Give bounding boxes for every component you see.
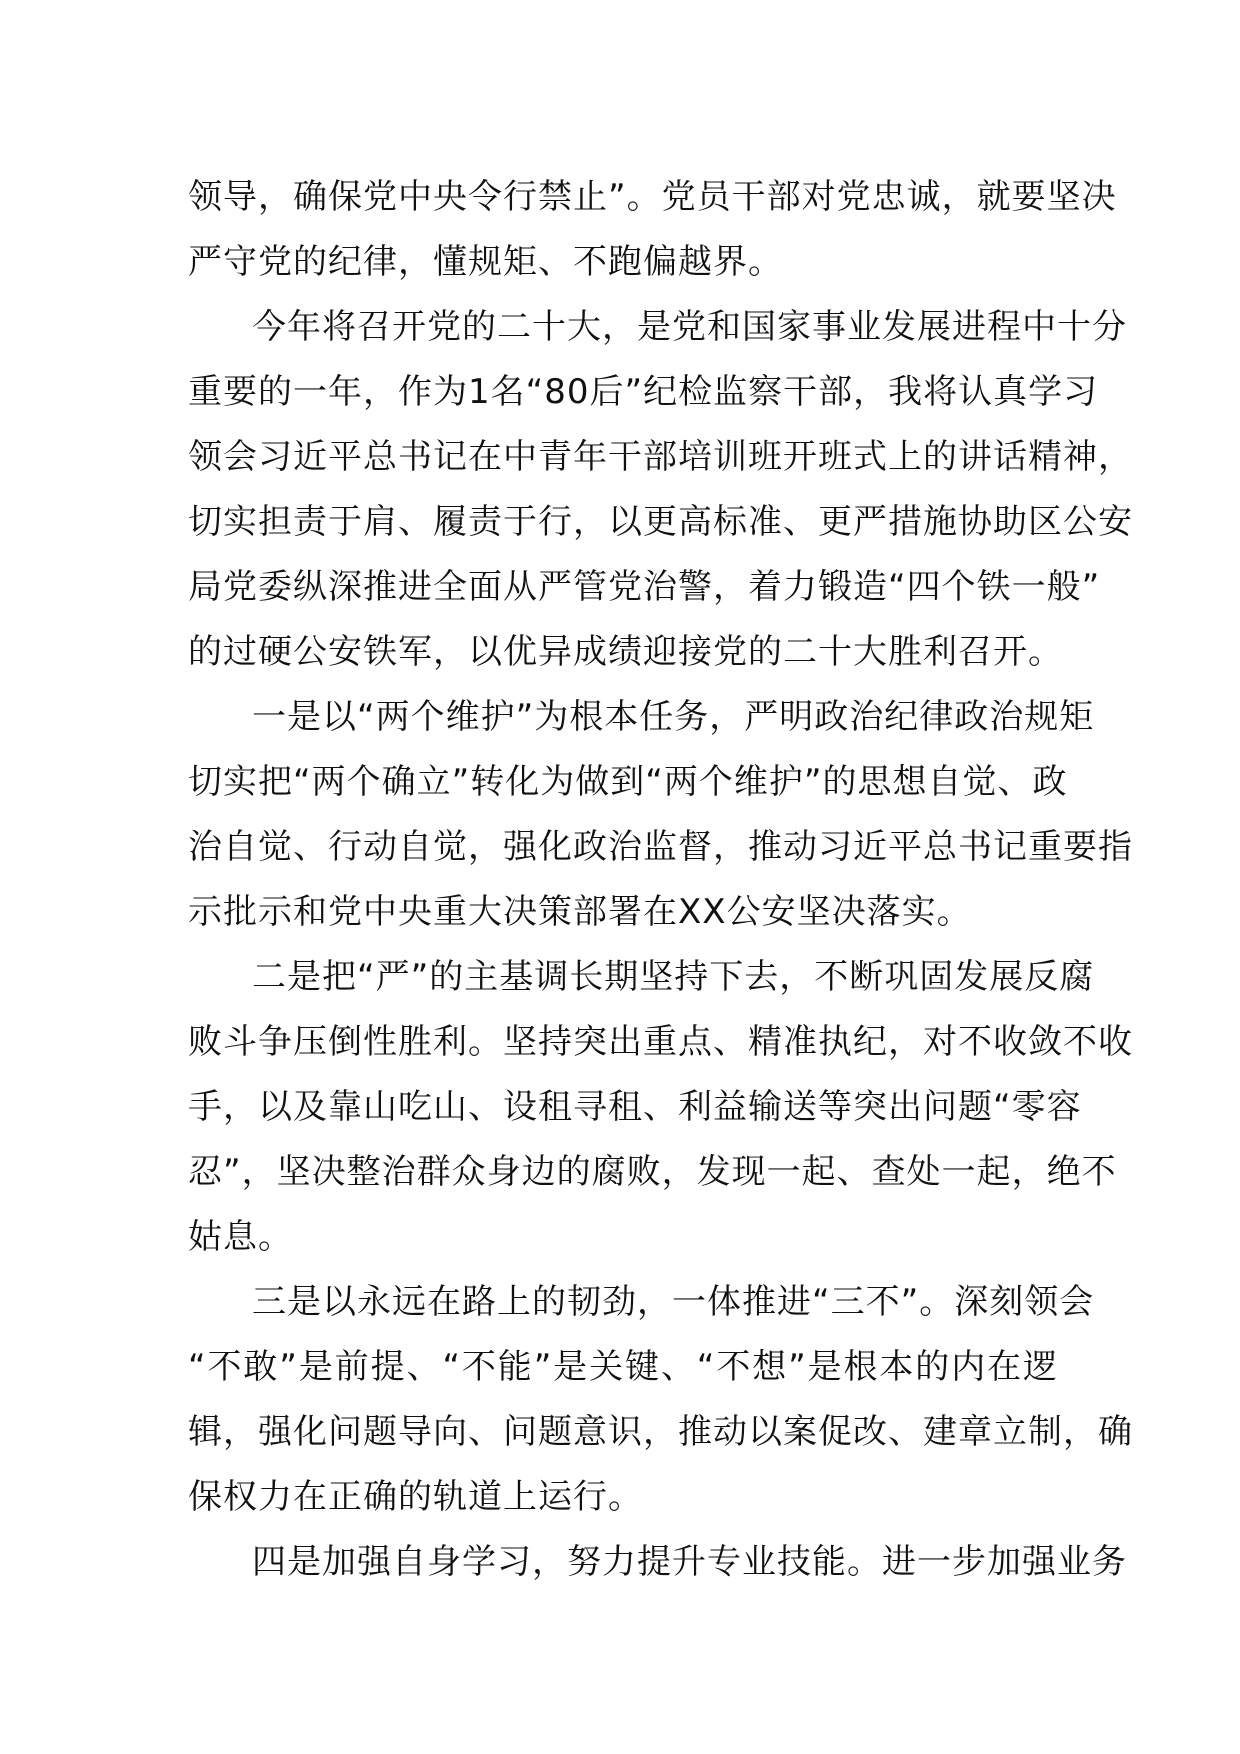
paragraph-1-line-2: 严守党的纪律，懂规矩、不跑偏越界。 bbox=[188, 242, 783, 282]
paragraph-4-line-3: 手，以及靠山吃山、设租寻租、利益输送等突出问题“零容 bbox=[188, 1087, 1082, 1127]
paragraph-4-line-5: 姑息。 bbox=[188, 1217, 293, 1257]
paragraph-1-line-1: 领导，确保党中央令行禁止”。党员干部对党忠诚，就要坚决 bbox=[188, 177, 1117, 217]
paragraph-5-line-1: 三是以永远在路上的韧劲，一体推进“三不”。深刻领会 bbox=[252, 1282, 1095, 1322]
paragraph-3-line-4: 示批示和党中央重大决策部署在XX公安坚决落实。 bbox=[188, 892, 972, 932]
paragraph-2-line-4: 切实担责于肩、履责于行，以更高标准、更严措施协助区公安 bbox=[188, 502, 1133, 542]
paragraph-2-line-1: 今年将召开党的二十大，是党和国家事业发展进程中十分 bbox=[252, 307, 1127, 347]
paragraph-4-line-2: 败斗争压倒性胜利。坚持突出重点、精准执纪，对不收敛不收 bbox=[188, 1022, 1133, 1062]
paragraph-6-line-1: 四是加强自身学习，努力提升专业技能。进一步加强业务 bbox=[252, 1542, 1127, 1582]
paragraph-2-line-2: 重要的一年，作为1名“80后”纪检监察干部，我将认真学习 bbox=[188, 372, 1099, 412]
paragraph-5-line-3: 辑，强化问题导向、问题意识，推动以案促改、建章立制，确 bbox=[188, 1412, 1133, 1452]
paragraph-2-line-5: 局党委纵深推进全面从严管党治警，着力锻造“四个铁一般” bbox=[188, 567, 1101, 607]
paragraph-5-line-4: 保权力在正确的轨道上运行。 bbox=[188, 1477, 643, 1517]
paragraph-4-line-4: 忍”，坚决整治群众身边的腐败，发现一起、查处一起，绝不 bbox=[188, 1152, 1117, 1192]
paragraph-4-line-1: 二是把“严”的主基调长期坚持下去，不断巩固发展反腐 bbox=[252, 957, 1095, 997]
paragraph-3-line-1: 一是以“两个维护”为根本任务，严明政治纪律政治规矩 bbox=[252, 697, 1095, 737]
paragraph-2-line-6: 的过硬公安铁军，以优异成绩迎接党的二十大胜利召开。 bbox=[188, 632, 1063, 672]
document-body bbox=[188, 165, 1133, 1595]
paragraph-3-line-2: 切实把“两个确立”转化为做到“两个维护”的思想自觉、政 bbox=[188, 762, 1068, 802]
paragraph-5-line-2: “不敢”是前提、“不能”是关键、“不想”是根本的内在逻 bbox=[188, 1347, 1058, 1387]
paragraph-2-line-3: 领会习近平总书记在中青年干部培训班开班式上的讲话精神， bbox=[188, 437, 1133, 477]
paragraph-3-line-3: 治自觉、行动自觉，强化政治监督，推动习近平总书记重要指 bbox=[188, 827, 1133, 867]
